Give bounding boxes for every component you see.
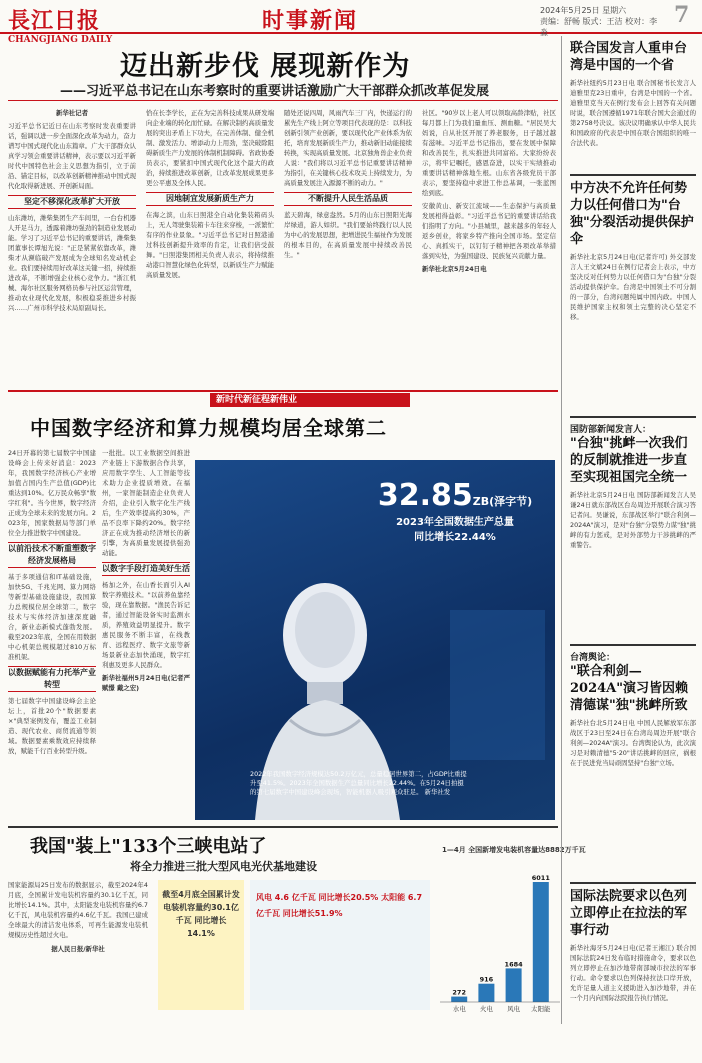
lead-column-1: 新华社记者 习近平总书记近日在山东考察时发表重要讲话，强调以进一步全面深化改革为动力，奋力谱写中国式现代化山东篇章。广大干部群众认真学习领会重要讲话精神，表示要以习近平新时代中国特色社会主义思想为指引，立于前沿、锚定目标，以改革创新精神推动中国式现代化取得新进展、开创新局面。 坚定不移深化改革扩大开放 山东潍坊，潍柴集团生产车间里，一台台机器人开足马力，透露着潍坊强劲的制造业发展动能。学习了习近平总书记的重要讲话，潍柴集团董事长谭旭光说："正是紧紧依靠改革，潍柴才从濒临破产发展成为全球知名发动机企业。我们要持续用好改革这关键一招，持续推进改革，不断增强企业核心竞争力。"浙江机械、海尔社区服务网格员参与社区运营管理，推动农业现代化发展，积极稳妥推进乡村振兴……广州市科学技术局原副局长。 (8, 109, 136, 312)
digital-column-2: 一批批。以工业数据空间推进产业链上下游数据合作共享，应用数字孪生、人工智能等技术助力企业提质增效。在福州，一家智能制造企业负责人介绍，企业引入数字化生产线后，生产效率提高约30%，产品不良率下降约20%。数字经济正在成为推动经济增长的新引擎，为高质量发展提供强劲动能。 以数字手段打造美好生活 杨加之外，在山香长面引入AI数字养殖技术。"以前养鱼靠经验，现在靠数据。"渔民告诉记者，通过智能设备实时监测水质，养殖效益明显提升。数字惠民服务不断丰富，在线教育、远程医疗、数字文旅等新场景新业态加快涌现，数字红利惠及更多人民群众。 新华社福州5月24日电(记者严赋憬 戴之宏) (102, 449, 190, 692)
lead-subheadline: ——习近平总书记在山东考察时的重要讲话激励广大干部群众抓改革促发展 (60, 84, 490, 99)
photo-caption: 2022年我国数字经济规模达50.2万亿元，总量稳居世界第二，占GDP比重提升至41.5%。2023年全国数据生产总量同比增长22.44%。在5月24日拍摄的第七届数字中国建设峰会现场，智能机器人吸引观众驻足。 新华社发 (250, 770, 467, 796)
section-title: 时事新闻 (262, 9, 359, 34)
sidebar-body-2: 新华社北京5月24日电(记者许可) 外交部发言人王文斌24日在例行记者会上表示，中方坚决反对任何势力以任何借口为"台独"分裂活动提供保护伞。台湾是中国领土不可分割的一部分，台湾问题纯属中国内政。中国人民维护国家主权和领土完整的决心坚定不移。 (570, 253, 696, 321)
divider (570, 174, 696, 176)
chart-data-label: 272 (452, 988, 466, 997)
page-number: 7 (674, 2, 690, 28)
digital-column-1: 24日开幕的第七届数字中国建设峰会上传来好消息：2023年，我国数字经济核心产业增加值占国内生产总值(GDP)比重达到10%。亿万民众畅享"数字红利"。当今世界，数字经济正成为全球未来的发展方向。2023年，国家数据局等部门单位全力推进数字中国建设。 以前沿技术不断重塑数字经济发展格局 基于多项通信和IT基础设施，加快5G、千兆光网、算力网络等新型基础设施建设，我国算力总规模位居全球第二，数字技术与实体经济加速深度融合，新业态新模式蓬勃发展。截至2023年底，全国在用数据中心机架总规模超过810万标准机架。 以数据赋能有力托举产业转型 第七届数字中国建设峰会主论坛上，首批20个"数据要素×"典型案例发布，覆盖工业制造、现代农业、商贸流通等领域。数据要素乘数效应持续释放，赋能千行百业转型升级。 (8, 449, 96, 755)
sidebar-headline-5: 国际法院要求以色列立即停止在拉法的军事行动 (570, 889, 688, 938)
chart-data-label: 6011 (531, 874, 550, 882)
newspaper-logo: 長江日报 CHANGJIANG DAILY (8, 8, 113, 45)
column-banner: 新时代新征程新伟业 (210, 393, 410, 407)
energy-subheadline: 将全力推进三批大型风电光伏基地建设 (130, 860, 317, 873)
sidebar-headline-1: 联合国发言人重申台湾是中国的一个省 (570, 41, 688, 73)
wind-solar-box: 风电 4.6 亿千瓦 同比增长20.5% 太阳能 6.7 亿千瓦 同比增长51.9% (250, 880, 430, 1010)
sidebar-body-4: 新华社台北5月24日电 中国人民解放军东部战区于23日至24日在台湾岛周边开展"联合利剑—2024A"演习。台湾舆论认为，此次演习是对赖清德"5·20"讲话挑衅的回应，祸根在于民进党当局顽固坚持"台独"立场。 (570, 719, 696, 767)
divider (570, 644, 696, 646)
robot-photo (195, 460, 555, 820)
chart-bar (451, 997, 467, 1002)
sidebar-body-3: 新华社北京5月24日电 国防部新闻发言人吴谦24日就东部战区台岛周边开展联合演习答记者问。吴谦说，东部战区举行"联合利剑—2024A"演习，是对"台独"分裂势力谋"独"挑衅的有力惩戒，是对外部势力干涉挑衅的严重警告。 (570, 491, 696, 549)
lead-column-2: 恰在长李学长，正在为完善科技成果从研发端向企业端的转化而忙碌。在解决制约高质量发展的突出矛盾上下功夫，在完善体制、健全机制、激发活力、增添动力上用劲，坚决破除阻碍新质生产力发展的体制机制障碍。省政协委员表示，要紧扣中国式现代化这个最大的政治，持续推进改革创新，让改革发展成果更多更公平惠及全体人民。 因地制宜发展新质生产力 在海之滨，山东日照港全自动化集装箱码头上，无人驾驶集装箱卡车往来穿梭，一派繁忙有序的作业景象。"习近平总书记对日照港通过科技创新提升效率的肯定，让我们倍受鼓舞。"日照港集团相关负责人表示，将持续推动港口智慧化绿色化转型，以新质生产力赋能高质量发展。 (146, 109, 274, 279)
sidebar-headline-4: "联合利剑—2024A"演习皆因赖清德谋"独"挑衅所致 (570, 664, 689, 713)
chart-data-label: 1684 (504, 960, 523, 969)
divider (8, 100, 558, 101)
stat-block: 32.85ZB(泽字节) 2023年全国数据生产总量 同比增长22.44% (377, 478, 533, 543)
chart-category-label: 水电 (452, 1005, 466, 1013)
sidebar-body-1: 新华社纽约5月23日电 联合国秘书长发言人迪雅里克23日重申，台湾是中国的一个省。迪雅里克当天在例行发布会上回答有关问题时说，联合国遵循1971年联合国大会通过的第2758号决议。该决议明确承认中华人民共和国政府的代表是中国在联合国组织的唯一合法代表。 (570, 79, 696, 147)
digital-headline: 中国数字经济和算力规模均居全球第二 (30, 416, 387, 440)
divider (8, 390, 558, 392)
chart-bar (506, 968, 522, 1002)
chart-data-label: 916 (479, 975, 494, 984)
chart-bar (533, 882, 549, 1002)
chart-bar (478, 984, 494, 1002)
chart-category-label: 风电 (507, 1005, 521, 1013)
energy-body: 国家能源局25日发布的数据显示，截至2024年4月底，全国累计发电装机容量约30.1亿千瓦，同比增长14.1%。其中，太阳能发电装机容量约6.7亿千瓦，风电装机容量约4.6亿千瓦。我国已建成全球最大的清洁发电体系，可再生能源发电装机规模历史性超过火电。 据人民日报/新华社 (8, 881, 148, 953)
divider (570, 416, 696, 418)
chart-category-label: 太阳能 (531, 1005, 551, 1013)
sidebar-headline-2: 中方决不允许任何势力以任何借口为"台独"分裂活动提供保护伞 (570, 181, 694, 247)
sidebar-kicker-4: 台湾舆论： (570, 653, 616, 663)
sidebar-body-5: 新华社海牙5月24日电(记者王湘江) 联合国国际法院24日发布临时措施命令，要求以色列立即停止在加沙地带南部城市拉法的军事行动。命令要求以色列保持拉法口岸开放，允许足量人道主义援助进入加沙地带，并在一个月内向国际法院报告执行情况。 (570, 944, 696, 1002)
capacity-box: 截至4月底全国累计发电装机容量约30.1亿千瓦 同比增长14.1% (158, 880, 244, 1010)
energy-headline: 我国"装上"133个三峡电站了 (30, 836, 267, 857)
sidebar-headline-3: "台独"挑衅一次我们的反制就推进一步直至实现祖国完全统一 (570, 436, 688, 485)
sidebar-kicker-3: 国防部新闻发言人： (570, 425, 652, 435)
sidebar (561, 36, 702, 1024)
lead-column-3: 随处还说四周，风雨汽车三厂内，快递运行的累先生产线上阿立等项目代表现的是：以科技创新引领产业创新，要以现代化产业体系为依托，培育发展新质生产力，推动新旧动能接续转换，实现高质量发展。北京独角兽企业负责人说："我们将以习近平总书记重要讲话精神为指引，在关键核心技术攻关上持续发力，为高质量发展注入源源不断的动力。" 不断提升人民生活品质 蓝天碧海，绿意盎然。5月的山东日照阳光海岸绿道，游人如织。"我们要始终践行以人民为中心的发展思想，把增进民生福祉作为发展的根本目的，在高质量发展中持续改善民生。" (284, 109, 412, 259)
divider (8, 826, 558, 828)
lead-column-4: 社区。"90岁以上老人可以领取高龄津贴，社区每月都上门为我们量血压、测血糖。"居民吴大妈说，自从社区开展了养老服务，日子越过越有滋味。习近平总书记指出，要在发展中保障和改善民生，扎实推进共同富裕。大家纷纷表示，将牢记嘱托，感恩奋进，以实干实绩推动重要讲话精神落地生根。山东省各级党员干部表示，要坚持稳中求进工作总基调，一张蓝图绘到底。 安徽黄山、新安江流域——生态保护与高质量发展相得益彰。"习近平总书记的重要讲话给我们指明了方向。"小县城里，越来越多的年轻人返乡创业，将家乡特产推向全国市场。坚定信心、真抓实干，以钉钉子精神把各项改革举措落到实处，为强国建设、民族复兴贡献力量。 新华社北京5月24日电 (422, 109, 556, 273)
chart-category-label: 火电 (479, 1005, 493, 1013)
divider (570, 882, 696, 884)
lead-headline: 迈出新步伐 展现新作为 (120, 51, 411, 82)
capacity-bar-chart (440, 842, 586, 1014)
chart-title: 1—4月 全国新增发电装机容量达8882万千瓦 (442, 846, 586, 854)
date-line: 2024年5月25日 星期六 责编：舒畅 版式：王洁 校对：李淼 (540, 6, 658, 37)
